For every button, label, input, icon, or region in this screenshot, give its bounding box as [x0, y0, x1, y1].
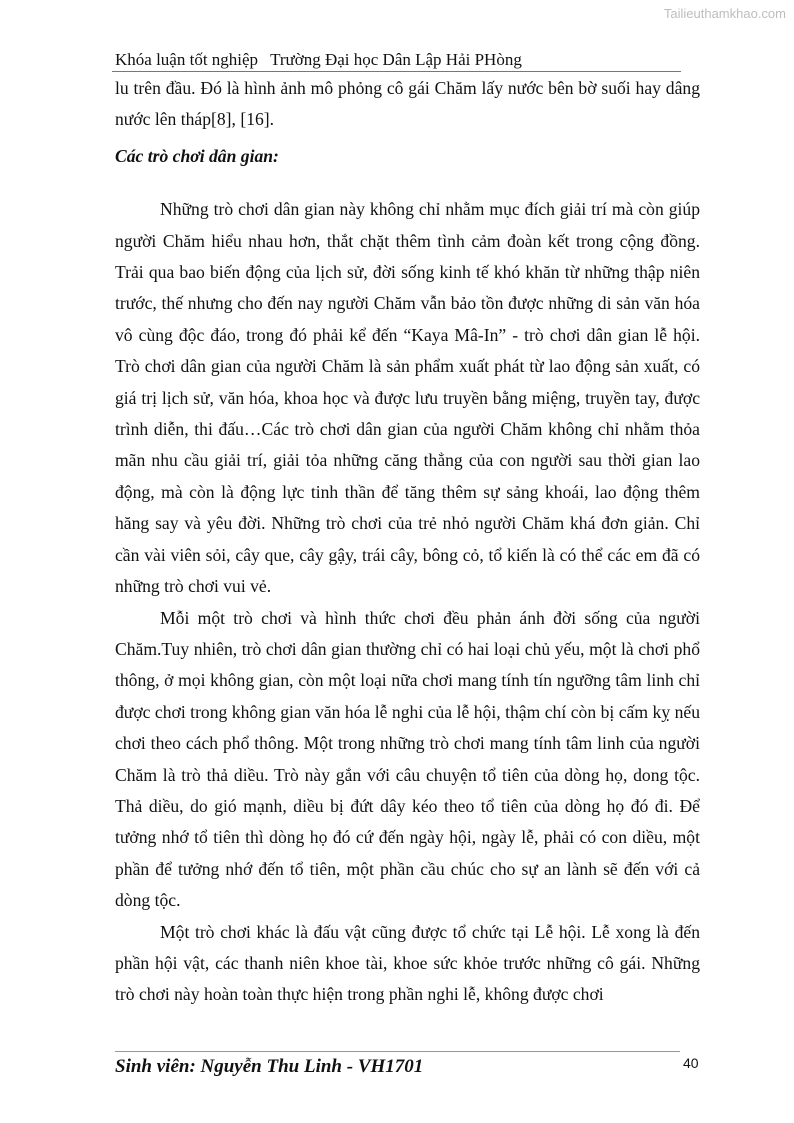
header-divider — [112, 71, 681, 72]
page-number: 40 — [683, 1055, 699, 1071]
section-heading: Các trò chơi dân gian: — [115, 145, 279, 166]
header-university-label: Trường Đại học Dân Lập Hải PHòng — [270, 50, 522, 69]
intro-paragraph: lu trên đầu. Đó là hình ảnh mô phỏng cô gái Chăm lấy nước bên bờ suối hay dâng nước lên tháp[8], [16]. — [115, 78, 700, 130]
page-body — [115, 73, 700, 1011]
body-paragraph: Mỗi một trò chơi và hình thức chơi đều phản ánh đời sống của người Chăm.Tuy nhiên, trò chơi dân gian thường chỉ có hai loại chủ yếu, một là chơi phổ thông, ở mọi không gian, còn một loại nữa chơi mang tính tín ngưỡng tâm linh chỉ được chơi trong không gian văn hóa lễ nghi của lễ hội, thậm chí còn bị cấm kỵ nếu chơi theo cách phổ thông. Một trong những trò chơi mang tính tâm linh của người Chăm là trò thả diều. Trò này gắn với câu chuyện tổ tiên của dòng họ, dong tộc. Thả diều, do gió mạnh, diều bị đứt dây kéo theo tổ tiên của dòng họ đó đi. Để tưởng nhớ tổ tiên thì dòng họ đó cứ đến ngày hội, ngày lễ, phải có con diều, một phần để tưởng nhớ đến tổ tiên, một phần cầu chúc cho sự an lành sẽ đến với cả dòng tộc. — [115, 607, 700, 911]
body-paragraph: Một trò chơi khác là đấu vật cũng được tổ chức tại Lễ hội. Lễ xong là đến phần hội vật, các thanh niên khoe tài, khoe sức khỏe trước những cô gái. Những trò chơi này hoàn toàn thực hiện trong phần nghi lễ, không được chơi — [115, 921, 700, 1005]
footer-student-name: Sinh viên: Nguyễn Thu Linh - VH1701 — [115, 1056, 424, 1077]
footer-divider — [115, 1051, 680, 1052]
watermark-text: Tailieuthamkhao.com — [663, 6, 786, 21]
header-thesis-label: Khóa luận tốt nghiệp — [115, 50, 259, 69]
page-header — [115, 50, 679, 70]
body-paragraph: Những trò chơi dân gian này không chỉ nhằm mục đích giải trí mà còn giúp người Chăm hiểu nhau hơn, thắt chặt thêm tình cảm đoàn kết trong cộng đồng. Trải qua bao biến động của lịch sử, đời sống kinh tế khó khăn từ những thập niên trước, thế nhưng cho đến nay người Chăm vẫn bảo tồn được những di sản văn hóa vô cùng độc đáo, trong đó phải kể đến “Kaya Mâ-In” - trò chơi dân gian lễ hội. Trò chơi dân gian của người Chăm là sản phẩm xuất phát từ lao động sản xuất, có giá trị lịch sử, văn hóa, khoa học và được lưu truyền bằng miệng, truyền tay, được trình diễn, thi đấu…Các trò chơi dân gian của người Chăm không chỉ nhằm thỏa mãn nhu cầu giải trí, giải tỏa những căng thẳng của con người sau thời gian lao động, mà còn là động lực tinh thần để tăng thêm sự sảng khoái, lao động thêm hăng say và yêu đời. Những trò chơi của trẻ nhỏ người Chăm khá đơn giản. Chỉ cần vài viên sỏi, cây que, cây gậy, trái cây, bông cỏ, tổ kiến là có thể các em đã có những trò chơi vui vẻ. — [115, 199, 700, 597]
